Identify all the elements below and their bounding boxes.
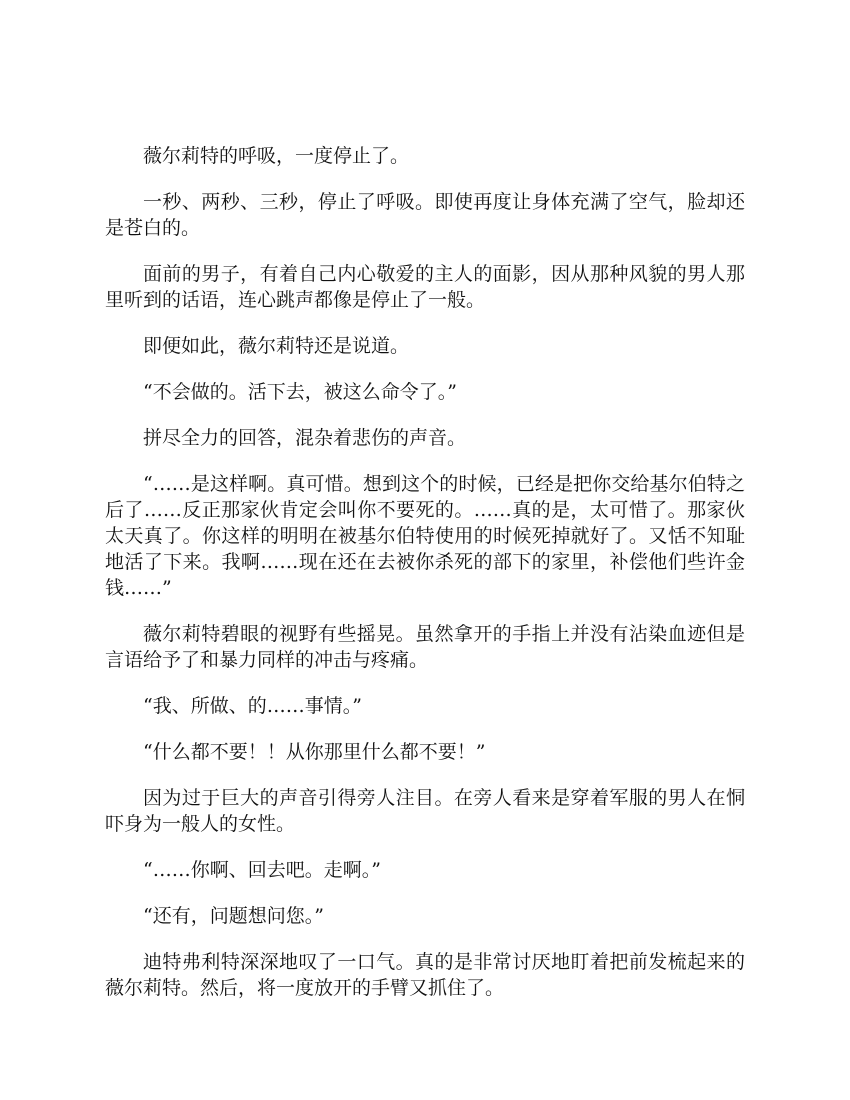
paragraph: 即便如此，薇尔莉特还是说道。: [143, 335, 410, 357]
paragraph: 迪特弗利特深深地叹了一口气。真的是非常讨厌地盯着把前发梳起来的薇尔莉特。然后，将一度放开的手臂又抓住了。: [105, 951, 745, 999]
paragraph: “不会做的。活下去，被这么命令了。”: [143, 381, 457, 403]
paragraph: 薇尔莉特碧眼的视野有些摇晃。虽然拿开的手指上并没有沾染血迹但是言语给予了和暴力同样的冲击与疼痛。: [105, 623, 745, 671]
paragraph: 因为过于巨大的声音引得旁人注目。在旁人看来是穿着军服的男人在恫吓身为一般人的女性。: [105, 787, 745, 835]
paragraph: 面前的男子，有着自己内心敬爱的主人的面影，因从那种风貌的男人那里听到的话语，连心跳声都像是停止了一般。: [105, 263, 745, 311]
document-page: [105, 143, 745, 1021]
paragraph: “……是这样啊。真可惜。想到这个的时候，已经是把你交给基尔伯特之后了……反正那家伙肯定会叫你不要死的。……真的是，太可惜了。那家伙太天真了。你这样的明明在被基尔伯特使用的时候死掉就好了。又恬不知耻地活了下来。我啊……现在还在去被你杀死的部下的家里，补偿他们些许金钱……”: [105, 473, 745, 599]
paragraph: “……你啊、回去吧。走啊。”: [143, 859, 381, 881]
paragraph: 薇尔莉特的呼吸，一度停止了。: [143, 145, 410, 167]
paragraph: “还有，问题想问您。”: [143, 905, 324, 927]
paragraph: “什么都不要！！从你那里什么都不要！”: [143, 741, 486, 763]
paragraph: “我、所做、的……事情。”: [143, 695, 362, 717]
paragraph: 拼尽全力的回答，混杂着悲伤的声音。: [143, 427, 467, 449]
paragraph: 一秒、两秒、三秒，停止了呼吸。即使再度让身体充满了空气，脸却还是苍白的。: [105, 191, 745, 239]
